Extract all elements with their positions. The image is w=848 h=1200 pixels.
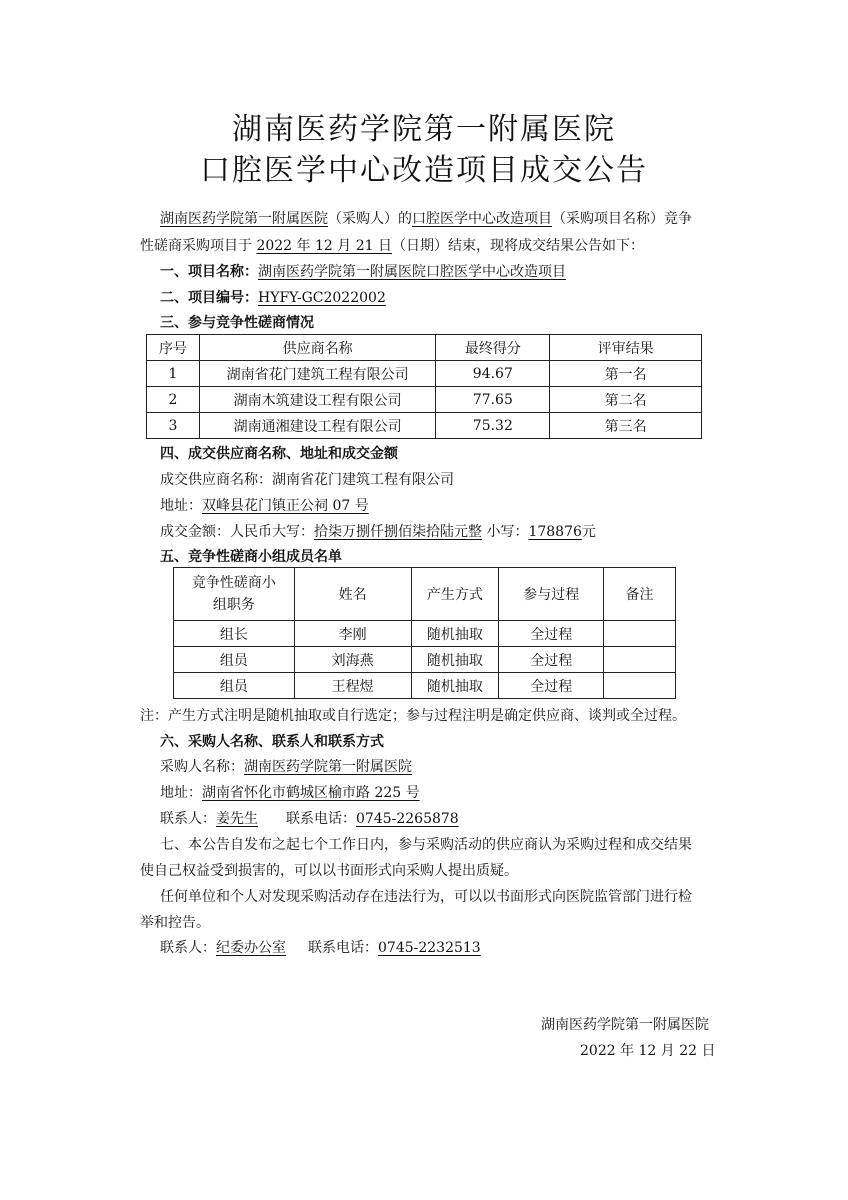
header-cell: 供应商名称 <box>199 335 436 361</box>
header-cell: 姓名 <box>294 568 411 621</box>
buyer-address-line <box>160 783 740 803</box>
intro-date: 2022 年 12 月 21 日 <box>256 238 392 254</box>
table-cell: 全过程 <box>499 673 604 699</box>
intro-project: 口腔医学中心改造项目 <box>412 211 552 227</box>
intro-text-3: 性磋商采购项目于 <box>140 238 257 254</box>
table-cell: 随机抽取 <box>411 621 499 647</box>
table-cell: 1 <box>147 361 200 387</box>
project-code: HYFY-GC2022002 <box>258 290 386 306</box>
table-cell: 全过程 <box>499 621 604 647</box>
winner-amount-line <box>160 522 740 542</box>
intro-org: 湖南医药学院第一附属医院 <box>160 211 328 227</box>
winner-name: 湖南省花门建筑工程有限公司 <box>272 472 454 488</box>
section-7-line-1: 七、本公告自发布之起七个工作日内，参与采购活动的供应商认为采购过程和成交结果 <box>160 837 692 853</box>
table-cell: 随机抽取 <box>411 673 499 699</box>
intro-text-1: （采购人）的 <box>328 211 412 227</box>
supervisor-contact-label: 联系人： <box>160 940 216 956</box>
section-3-heading: 三、参与竞争性磋商情况 <box>160 315 314 331</box>
table-cell: 77.65 <box>436 387 550 413</box>
supervisor-phone-label: 联系电话： <box>308 940 378 956</box>
amount-upper: 拾柒万捌仟捌佰柒拾陆元整 <box>314 524 482 540</box>
intro-text-4: （日期）结束，现将成交结果公告如下： <box>391 238 644 254</box>
header-cell: 序号 <box>147 335 200 361</box>
signature-org: 湖南医药学院第一附属医院 <box>541 1017 709 1033</box>
table-row <box>147 387 702 413</box>
panel-note: 注：产生方式注明是随机抽取或自行选定；参与过程注明是确定供应商、谈判或全过程。 <box>140 708 686 724</box>
section-5-heading: 五、竞争性磋商小组成员名单 <box>160 549 342 565</box>
winner-name-line <box>160 470 740 490</box>
amount-unit: 元 <box>581 524 596 540</box>
table-cell <box>604 647 676 673</box>
panel-table <box>173 567 676 699</box>
header-cell: 备注 <box>604 568 676 621</box>
table-cell: 湖南省花门建筑工程有限公司 <box>199 361 436 387</box>
section-1-label: 一、项目名称： <box>160 264 258 280</box>
table-cell <box>604 621 676 647</box>
table-cell: 李刚 <box>294 621 411 647</box>
header-role-line-1: 竞争性磋商小 <box>191 575 276 591</box>
winner-address: 双峰县花门镇正公祠 07 号 <box>202 498 369 514</box>
buyer-address: 湖南省怀化市鹤城区榆市路 225 号 <box>202 785 420 801</box>
table-row <box>174 647 676 673</box>
bidder-table <box>146 334 702 439</box>
table-cell: 随机抽取 <box>411 647 499 673</box>
buyer-contact-line <box>160 809 740 829</box>
buyer-name-label: 采购人名称： <box>160 759 244 775</box>
table-cell: 94.67 <box>436 361 550 387</box>
supervisor-phone: 0745-2232513 <box>378 940 481 956</box>
table-row <box>174 673 676 699</box>
amount-label: 成交金额：人民币大写： <box>160 524 314 540</box>
table-row <box>147 413 702 439</box>
title-line-1: 湖南医药学院第一附属医院 <box>232 112 616 147</box>
project-name: 湖南医药学院第一附属医院口腔医学中心改造项目 <box>258 264 566 280</box>
table-cell: 组员 <box>174 647 295 673</box>
title-line-2: 口腔医学中心改造项目成交公告 <box>200 153 648 188</box>
header-cell: 参与过程 <box>499 568 604 621</box>
section-6-heading: 六、采购人名称、联系人和联系方式 <box>160 734 384 750</box>
section-7-line-2: 使自己权益受到损害的，可以以书面形式向采购人提出质疑。 <box>140 863 518 879</box>
table-row <box>147 361 702 387</box>
table-cell: 第一名 <box>550 361 702 387</box>
header-cell: 最终得分 <box>436 335 550 361</box>
table-cell: 2 <box>147 387 200 413</box>
table-cell: 组员 <box>174 673 295 699</box>
buyer-phone: 0745-2265878 <box>356 811 459 827</box>
buyer-contact: 姜先生 <box>216 811 258 827</box>
header-cell: 产生方式 <box>411 568 499 621</box>
buyer-phone-label: 联系电话： <box>286 811 356 827</box>
supervisor-contact-line <box>160 938 740 958</box>
section-1 <box>160 262 740 282</box>
table-cell: 第三名 <box>550 413 702 439</box>
winner-name-label: 成交供应商名称： <box>160 472 272 488</box>
buyer-name: 湖南医药学院第一附属医院 <box>244 759 412 775</box>
table-cell <box>604 673 676 699</box>
header-role-line-2: 组职务 <box>212 597 255 613</box>
buyer-address-label: 地址： <box>160 785 202 801</box>
intro-text-2: （采购项目名称）竞争 <box>552 211 692 227</box>
table-header-row <box>147 335 702 361</box>
table-header-row <box>174 568 676 621</box>
table-cell: 全过程 <box>499 647 604 673</box>
header-cell-role <box>174 568 295 621</box>
table-cell: 王程煜 <box>294 673 411 699</box>
intro-line-2 <box>140 236 720 256</box>
table-cell: 湖南通湘建设工程有限公司 <box>199 413 436 439</box>
supervisor-contact: 纪委办公室 <box>216 940 286 956</box>
amount-small: 178876 <box>528 524 582 540</box>
winner-address-label: 地址： <box>160 498 202 514</box>
section-2 <box>160 288 740 308</box>
table-row <box>174 621 676 647</box>
table-cell: 刘海燕 <box>294 647 411 673</box>
buyer-contact-label: 联系人： <box>160 811 216 827</box>
table-cell: 第二名 <box>550 387 702 413</box>
header-cell: 评审结果 <box>550 335 702 361</box>
section-7-line-4: 举和控告。 <box>140 915 210 931</box>
section-7-line-3: 任何单位和个人对发现采购活动存在违法行为，可以以书面形式向医院监管部门进行检 <box>160 889 692 905</box>
amount-small-label: 小写： <box>482 524 529 540</box>
section-2-label: 二、项目编号： <box>160 290 258 306</box>
intro-line-1 <box>160 209 740 229</box>
table-cell: 75.32 <box>436 413 550 439</box>
section-4-heading: 四、成交供应商名称、地址和成交金额 <box>160 446 398 462</box>
table-cell: 组长 <box>174 621 295 647</box>
signature-date: 2022 年 12 月 22 日 <box>580 1043 716 1059</box>
table-cell: 3 <box>147 413 200 439</box>
buyer-name-line <box>160 757 740 777</box>
winner-address-line <box>160 496 740 516</box>
table-cell: 湖南木筑建设工程有限公司 <box>199 387 436 413</box>
